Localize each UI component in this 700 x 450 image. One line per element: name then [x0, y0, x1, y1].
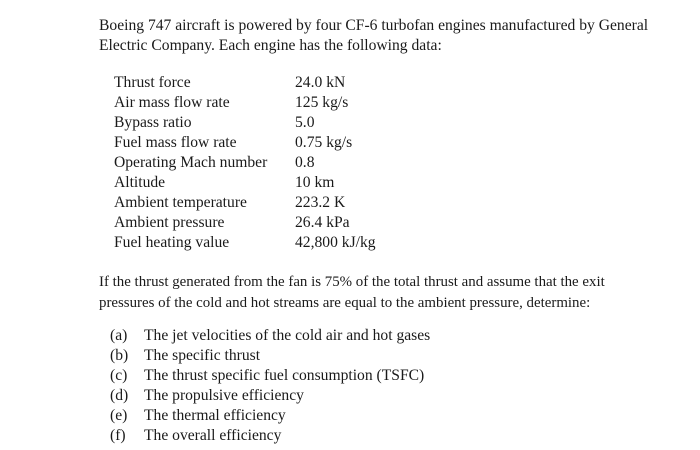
data-value: 125 kg/s	[295, 94, 349, 111]
list-item	[110, 386, 430, 406]
engine-data-table	[114, 73, 376, 253]
table-row	[114, 153, 376, 173]
item-letter: (d)	[110, 387, 129, 404]
item-text: The thrust specific fuel consumption (TSFC)	[144, 367, 425, 384]
table-row	[114, 113, 376, 133]
table-row	[114, 233, 376, 253]
item-text: The specific thrust	[144, 347, 261, 364]
data-value: 24.0 kN	[295, 74, 346, 91]
data-value: 0.75 kg/s	[295, 134, 353, 151]
data-value: 10 km	[295, 174, 335, 191]
item-text: The thermal efficiency	[144, 407, 286, 424]
data-label: Bypass ratio	[114, 114, 192, 131]
item-text: The propulsive efficiency	[144, 387, 304, 404]
data-label: Operating Mach number	[114, 154, 268, 171]
question-paragraph: If the thrust generated from the fan is 75% of the total thrust and assume that the exit pressures of the cold and hot streams are equal to the ambient pressure, determine:	[99, 274, 605, 311]
data-label: Fuel heating value	[114, 234, 230, 251]
data-value: 26.4 kPa	[295, 214, 350, 231]
table-row	[114, 133, 376, 153]
table-row	[114, 213, 376, 233]
item-text: The overall efficiency	[144, 427, 282, 444]
data-value: 42,800 kJ/kg	[295, 234, 376, 251]
list-item	[110, 326, 430, 346]
task-list	[110, 326, 430, 446]
item-letter: (a)	[110, 327, 128, 344]
data-value: 5.0	[295, 114, 315, 131]
list-item	[110, 346, 430, 366]
data-label: Fuel mass flow rate	[114, 134, 237, 151]
table-row	[114, 73, 376, 93]
item-text: The jet velocities of the cold air and hot gases	[144, 327, 431, 344]
item-letter: (e)	[110, 407, 128, 424]
data-label: Altitude	[114, 174, 166, 191]
item-letter: (b)	[110, 347, 129, 364]
data-value: 223.2 K	[295, 194, 346, 211]
data-label: Air mass flow rate	[114, 94, 230, 111]
table-row	[114, 93, 376, 113]
data-label: Ambient pressure	[114, 214, 225, 231]
list-item	[110, 366, 430, 386]
item-letter: (c)	[110, 367, 128, 384]
table-row	[114, 193, 376, 213]
list-item	[110, 426, 430, 446]
data-label: Thrust force	[114, 74, 191, 91]
data-label: Ambient temperature	[114, 194, 247, 211]
list-item	[110, 406, 430, 426]
intro-paragraph: Boeing 747 aircraft is powered by four CF-6 turbofan engines manufactured by General Electric Company. Each engine has the following data:	[99, 17, 649, 54]
item-letter: (f)	[110, 427, 126, 444]
data-value: 0.8	[295, 154, 315, 171]
table-row	[114, 173, 376, 193]
